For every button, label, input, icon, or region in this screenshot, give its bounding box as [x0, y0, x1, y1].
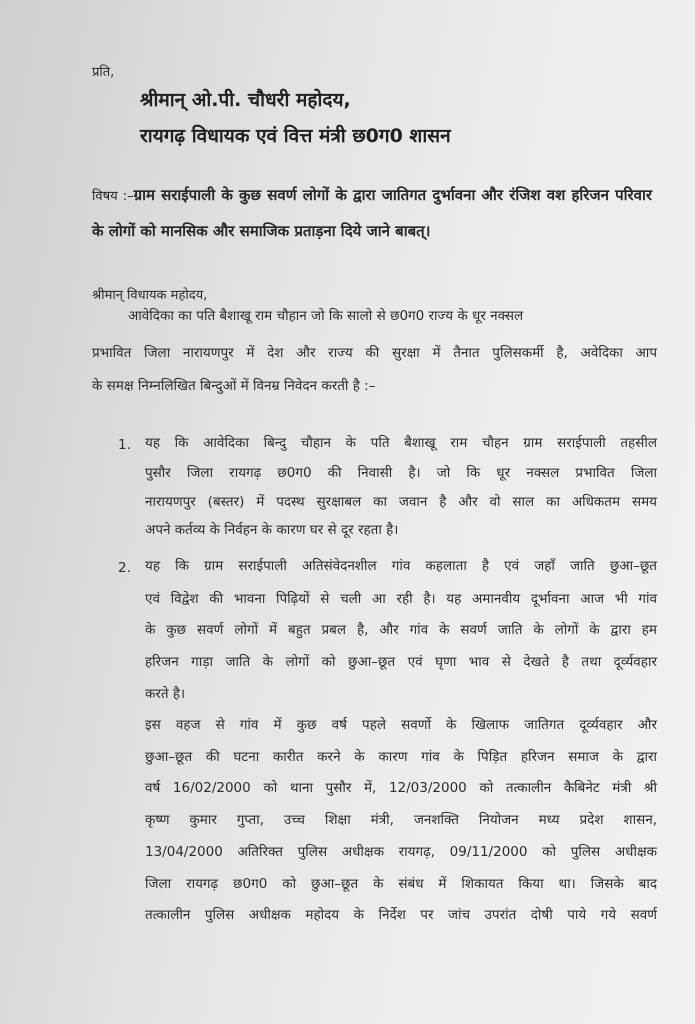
continuation-line: 13/04/2000 अतिरिक्त पुलिस अधीक्षक रायगढ़, 09/11/2000 को पुलिस अधीक्षक [145, 844, 657, 860]
addressee-name: श्रीमान् ओ.पी. चौधरी महोदय, [140, 89, 351, 111]
point-line: के कुछ सवर्ण लोगों में बहुत प्रबल है, और गांव के सवर्ण जाति के लोगों के द्वारा हम [145, 622, 657, 638]
point-line: एवं विद्वेश की भावना पिढ़ियों से चली आ रही है। यह अमानवीय दूर्भावना आज भी गांव [145, 591, 657, 607]
point-line: करते है। [145, 686, 186, 702]
intro-line: के समक्ष निम्नलिखित बिन्दुओं में विनम्र निवेदन करती है :– [92, 378, 376, 394]
continuation-line: छुआ–छूत की घटना कारीत करने के कारण गांव के पिड़ित हरिजन समाज के द्वारा [145, 749, 657, 765]
salutation: श्रीमान् विधायक महोदय, [92, 288, 208, 303]
subject-text: ग्राम सराईपाली के कुछ सवर्ण लोगों के द्वारा जातिगत दुर्भावना और रंजिश वश हरिजन परिवार के लोगों को मानसिक और समाजिक प्रताड़ना दिये जाने बाबत्। [92, 186, 652, 240]
point-line: हरिजन गाड़ा जाति के लोगों को छुआ–छूत एवं घृणा भाव से देखते है तथा दूर्व्यवहार [145, 654, 657, 670]
addressee-title: रायगढ़ विधायक एवं वित्त मंत्री छ0ग0 शासन [140, 125, 451, 147]
intro-line: आवेदिका का पति बैशाखू राम चौहान जो कि सालो से छ0ग0 राज्य के धूर नक्सल [128, 308, 524, 324]
to-label: प्रति, [92, 65, 115, 80]
point-line: यह कि ग्राम सराईपाली अतिसंवेदनशील गांव कहलाता है एवं जहाँ जाति छुआ–छूत [145, 558, 657, 574]
subject-block [92, 178, 652, 248]
point-line: अपने कर्तव्य के निर्वहन के कारण घर से दूर रहता है। [145, 522, 399, 538]
intro-line: प्रभावित जिला नारायणपुर में देश और राज्य की सुरक्षा में तैनात पुलिसकर्मी है, अवेदिका आप [92, 345, 657, 361]
continuation-line: जिला रायगढ़ छ0ग0 को छुआ–छूत के संबंध में शिकायत किया था। जिसके बाद [145, 876, 657, 892]
continuation-line: तत्कालीन पुलिस अधीक्षक महोदय के निर्देश पर जांच उपरांत दोषी पाये गये सवर्ण [145, 907, 657, 923]
point-line: नारायणपुर (बस्तर) में पदस्थ सुरक्षाबल का जवान है और वो साल का अधिकतम समय [145, 494, 657, 510]
point-number: 2. [118, 560, 131, 576]
point-number: 1. [118, 437, 131, 453]
continuation-line: कृष्ण कुमार गुप्ता, उच्च शिक्षा मंत्री, जनशक्ति नियोजन मध्य प्रदेश शासन, [145, 812, 657, 828]
point-line: यह कि आवेदिका बिन्दु चौहान के पति बैशाखू राम चौहन ग्राम सराईपाली तहसील [145, 435, 657, 451]
point-line: पुसौर जिला रायगढ़ छ0ग0 की निवासी है। जो कि धूर नक्सल प्रभावित जिला [145, 465, 657, 481]
continuation-line: इस वहज से गांव में कुछ वर्ष पहले सवर्णो के खिलाफ जातिगत दूर्व्यवहार और [145, 717, 657, 733]
continuation-line: वर्ष 16/02/2000 को थाना पुसौर में, 12/03/2000 को तत्कालीन कैबिनेट मंत्री श्री [145, 780, 657, 796]
subject-label: विषय :– [92, 189, 134, 204]
